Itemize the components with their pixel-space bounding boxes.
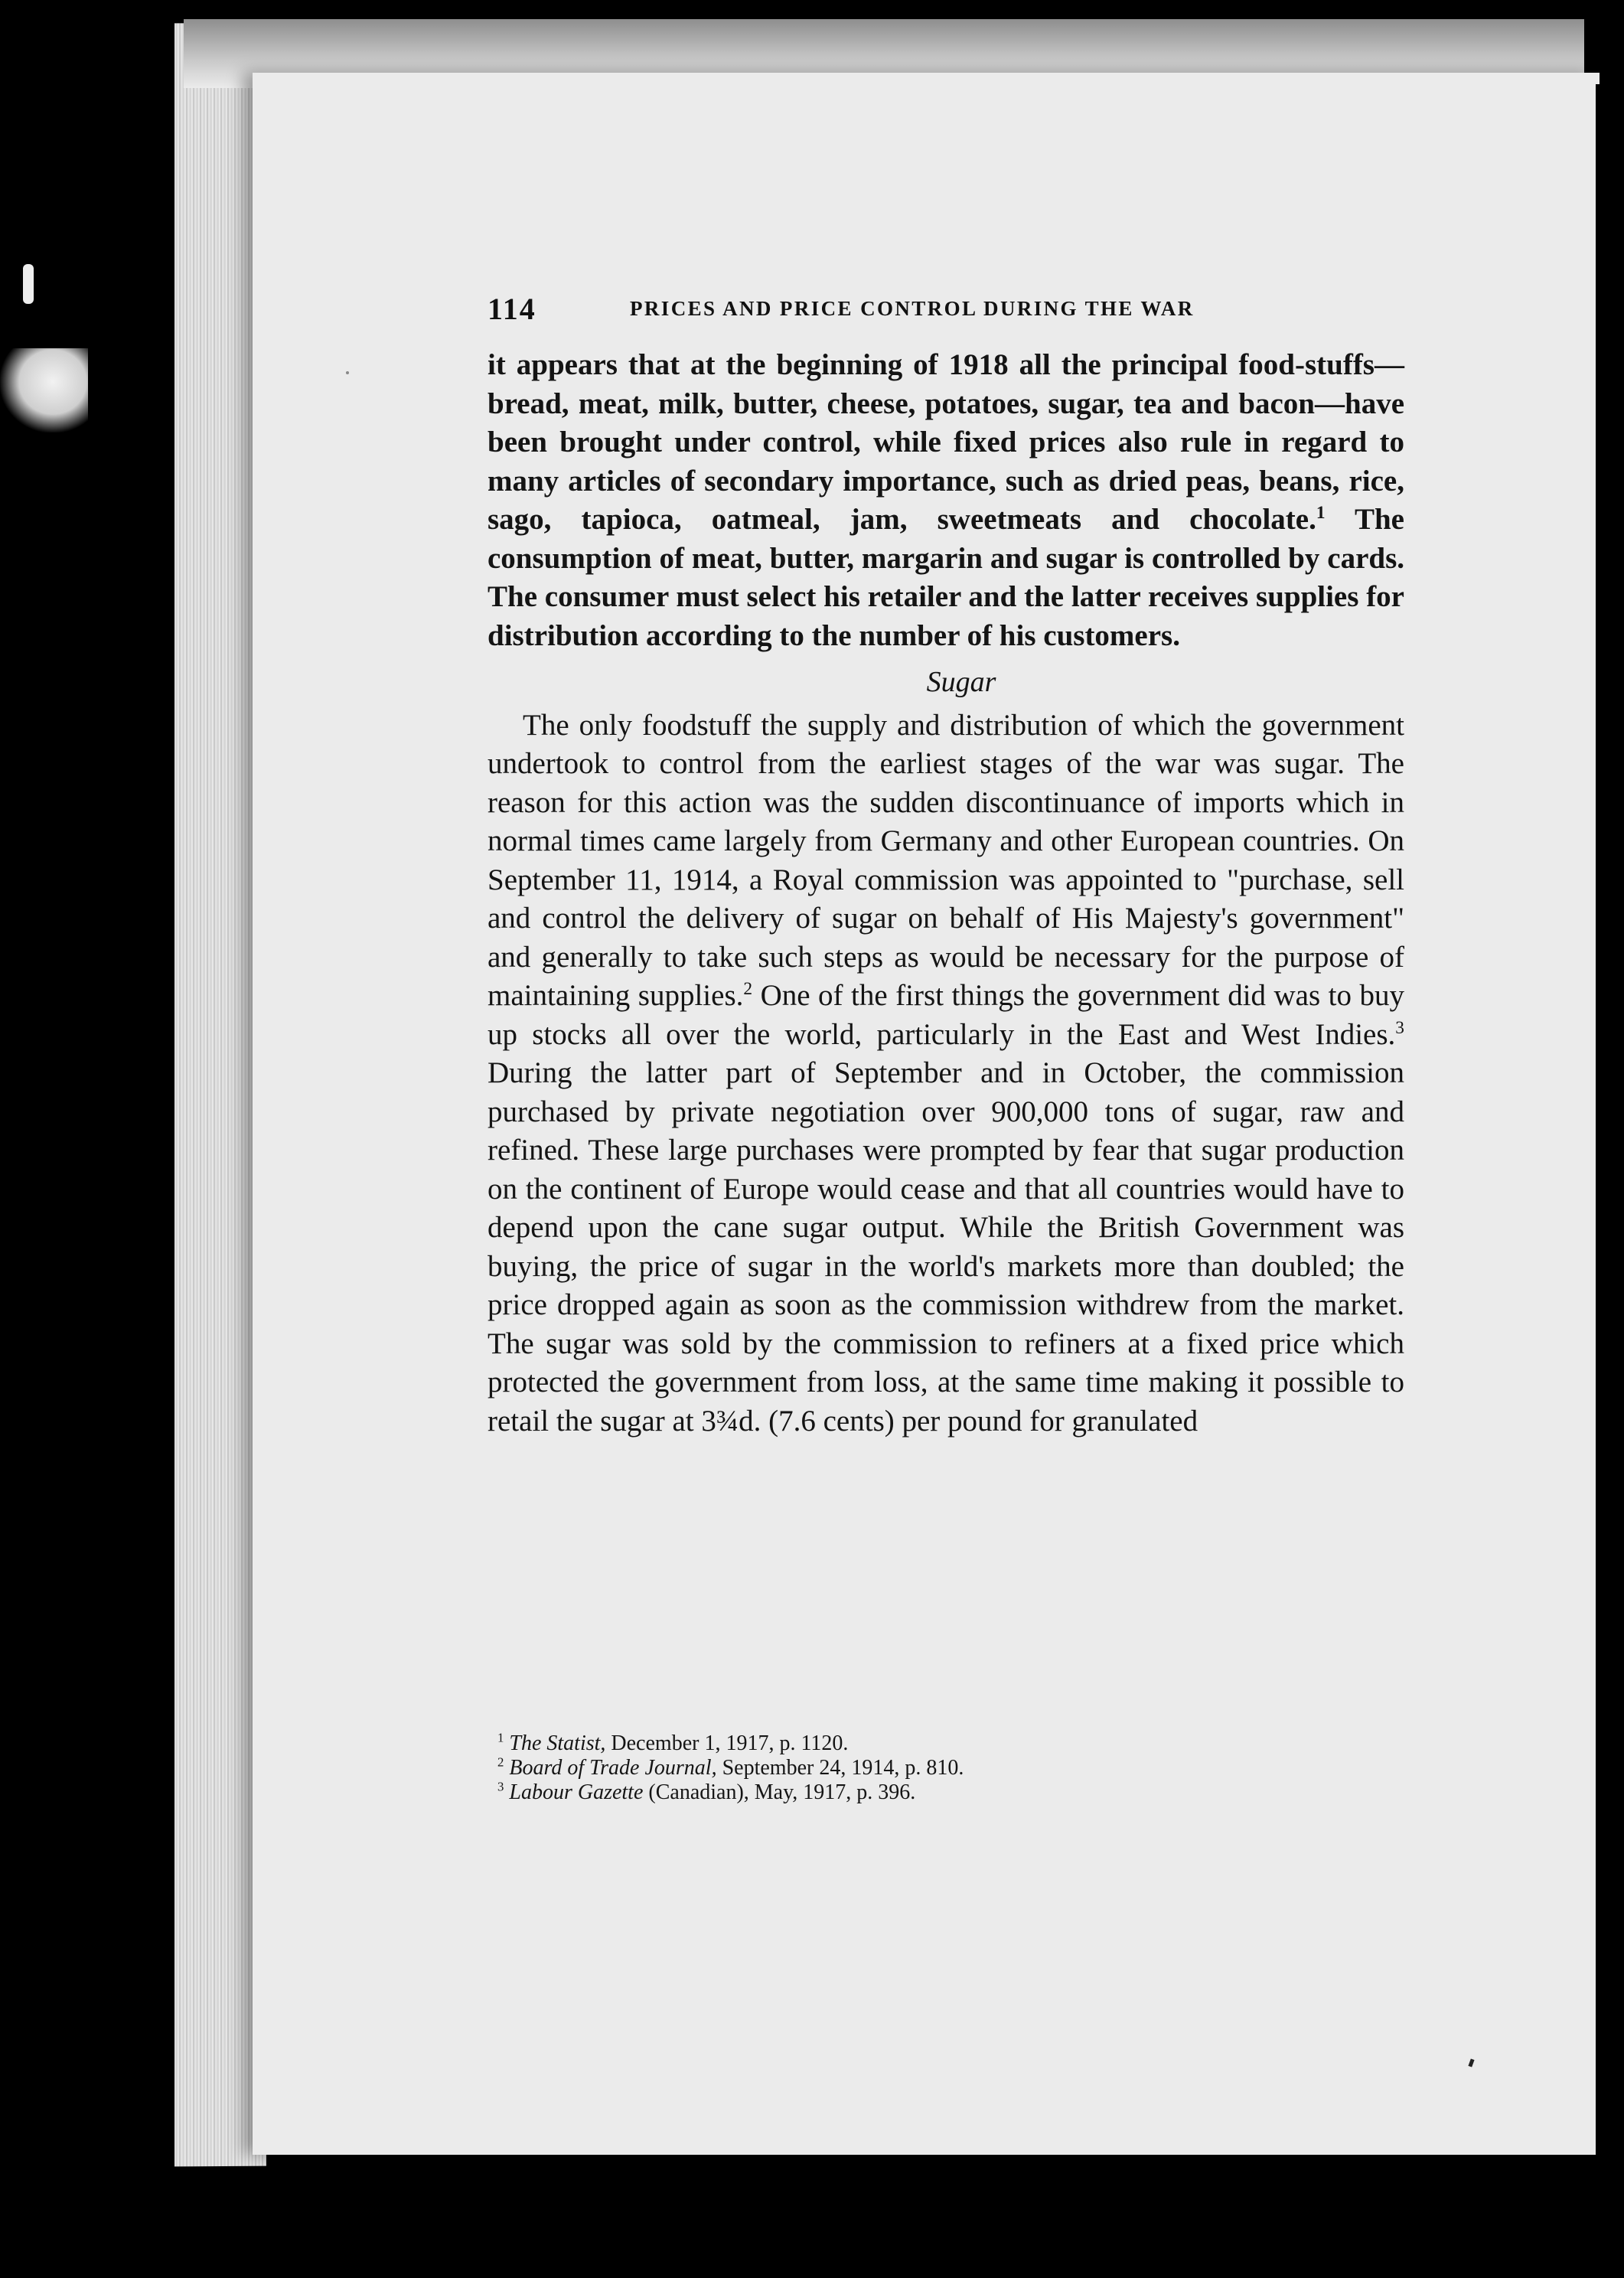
footnote-detail: September 24, 1914, p. 810. <box>716 1756 964 1780</box>
footnote <box>497 1756 1401 1780</box>
section-title: Sugar <box>926 666 996 698</box>
footnote-detail: December 1, 1917, p. 1120. <box>605 1731 849 1755</box>
paragraph-text: During the latter part of September and in October, the commission purchased by private negotiation over 900,000 tons of sugar, raw and refined. These large purchases were prompted by fear that sugar production on the continent of Europe would cease and that all countries would have to depend upon the cane sugar output. While the British Government was buying, the price of sugar in the world's markets more than doubled; the price dropped again as soon as the commission withdrew from the market. The sugar was sold by the commission to refiners at a fixed price which protected the government from loss, at the same time making it possible to retail the sugar at 3¾d. (7.6 cents) per pound for granulated <box>488 1056 1404 1438</box>
footnote-source: Board of Trade Journal, <box>509 1756 717 1780</box>
scan-artifact <box>23 264 34 304</box>
footnote <box>497 1731 1401 1756</box>
page-header <box>488 291 1406 329</box>
paragraph-intro <box>488 346 1404 655</box>
footnotes <box>497 1731 1401 1805</box>
paragraph-text: it appears that at the beginning of 1918 all the principal food-stuffs—bread, meat, milk, butter, cheese, potatoes, sugar, tea and bacon—have been brought under control, while fixed prices also rule in regard to many articles of secondary importance, such as dried peas, beans, rice, sago, tapioca, oatmeal, jam, sweetmeats and chocolate. <box>488 348 1404 536</box>
footnote-ref: 2 <box>743 979 753 999</box>
footnote-source: The Statist, <box>509 1731 606 1755</box>
paragraph-text: The consumption of meat, butter, margarin and sugar is controlled by cards. The consumer must select his retailer and the latter receives supplies for distribution according to the number of his customers. <box>488 503 1404 652</box>
footnote-mark: 1 <box>497 1730 504 1745</box>
footnote-mark: 3 <box>497 1779 504 1794</box>
body-text <box>488 346 1404 1441</box>
footnote-ref: 1 <box>1316 503 1326 523</box>
footnote-ref: 3 <box>1395 1017 1404 1038</box>
footnote-mark: 2 <box>497 1754 504 1770</box>
running-head: PRICES AND PRICE CONTROL DURING THE WAR <box>630 297 1195 320</box>
footnote <box>497 1780 1401 1805</box>
page-number: 114 <box>488 292 536 326</box>
footnote-source: Labour Gazette <box>509 1780 644 1804</box>
footnote-detail: (Canadian), May, 1917, p. 396. <box>643 1780 916 1804</box>
scan-artifact <box>0 348 88 432</box>
paragraph-text: The only foodstuff the supply and distribution of which the government undertook to control from the earliest stages of the war was sugar. The reason for this action was the sudden discontinuance of imports which in normal times came largely from Germany and other European countries. On September 11, 1914, a Royal commission was appointed to "purchase, sell and control the delivery of sugar on behalf of His Majesty's government" and generally to take such steps as would be necessary for the purpose of maintaining supplies. <box>488 708 1404 1012</box>
paragraph-sugar <box>488 707 1404 1441</box>
scan-speck <box>346 371 349 374</box>
paragraph-text: One of the first things the government did was to buy up stocks all over the world, particularly in the East and West Indies. <box>488 979 1404 1051</box>
scan-border <box>1596 84 1624 2278</box>
